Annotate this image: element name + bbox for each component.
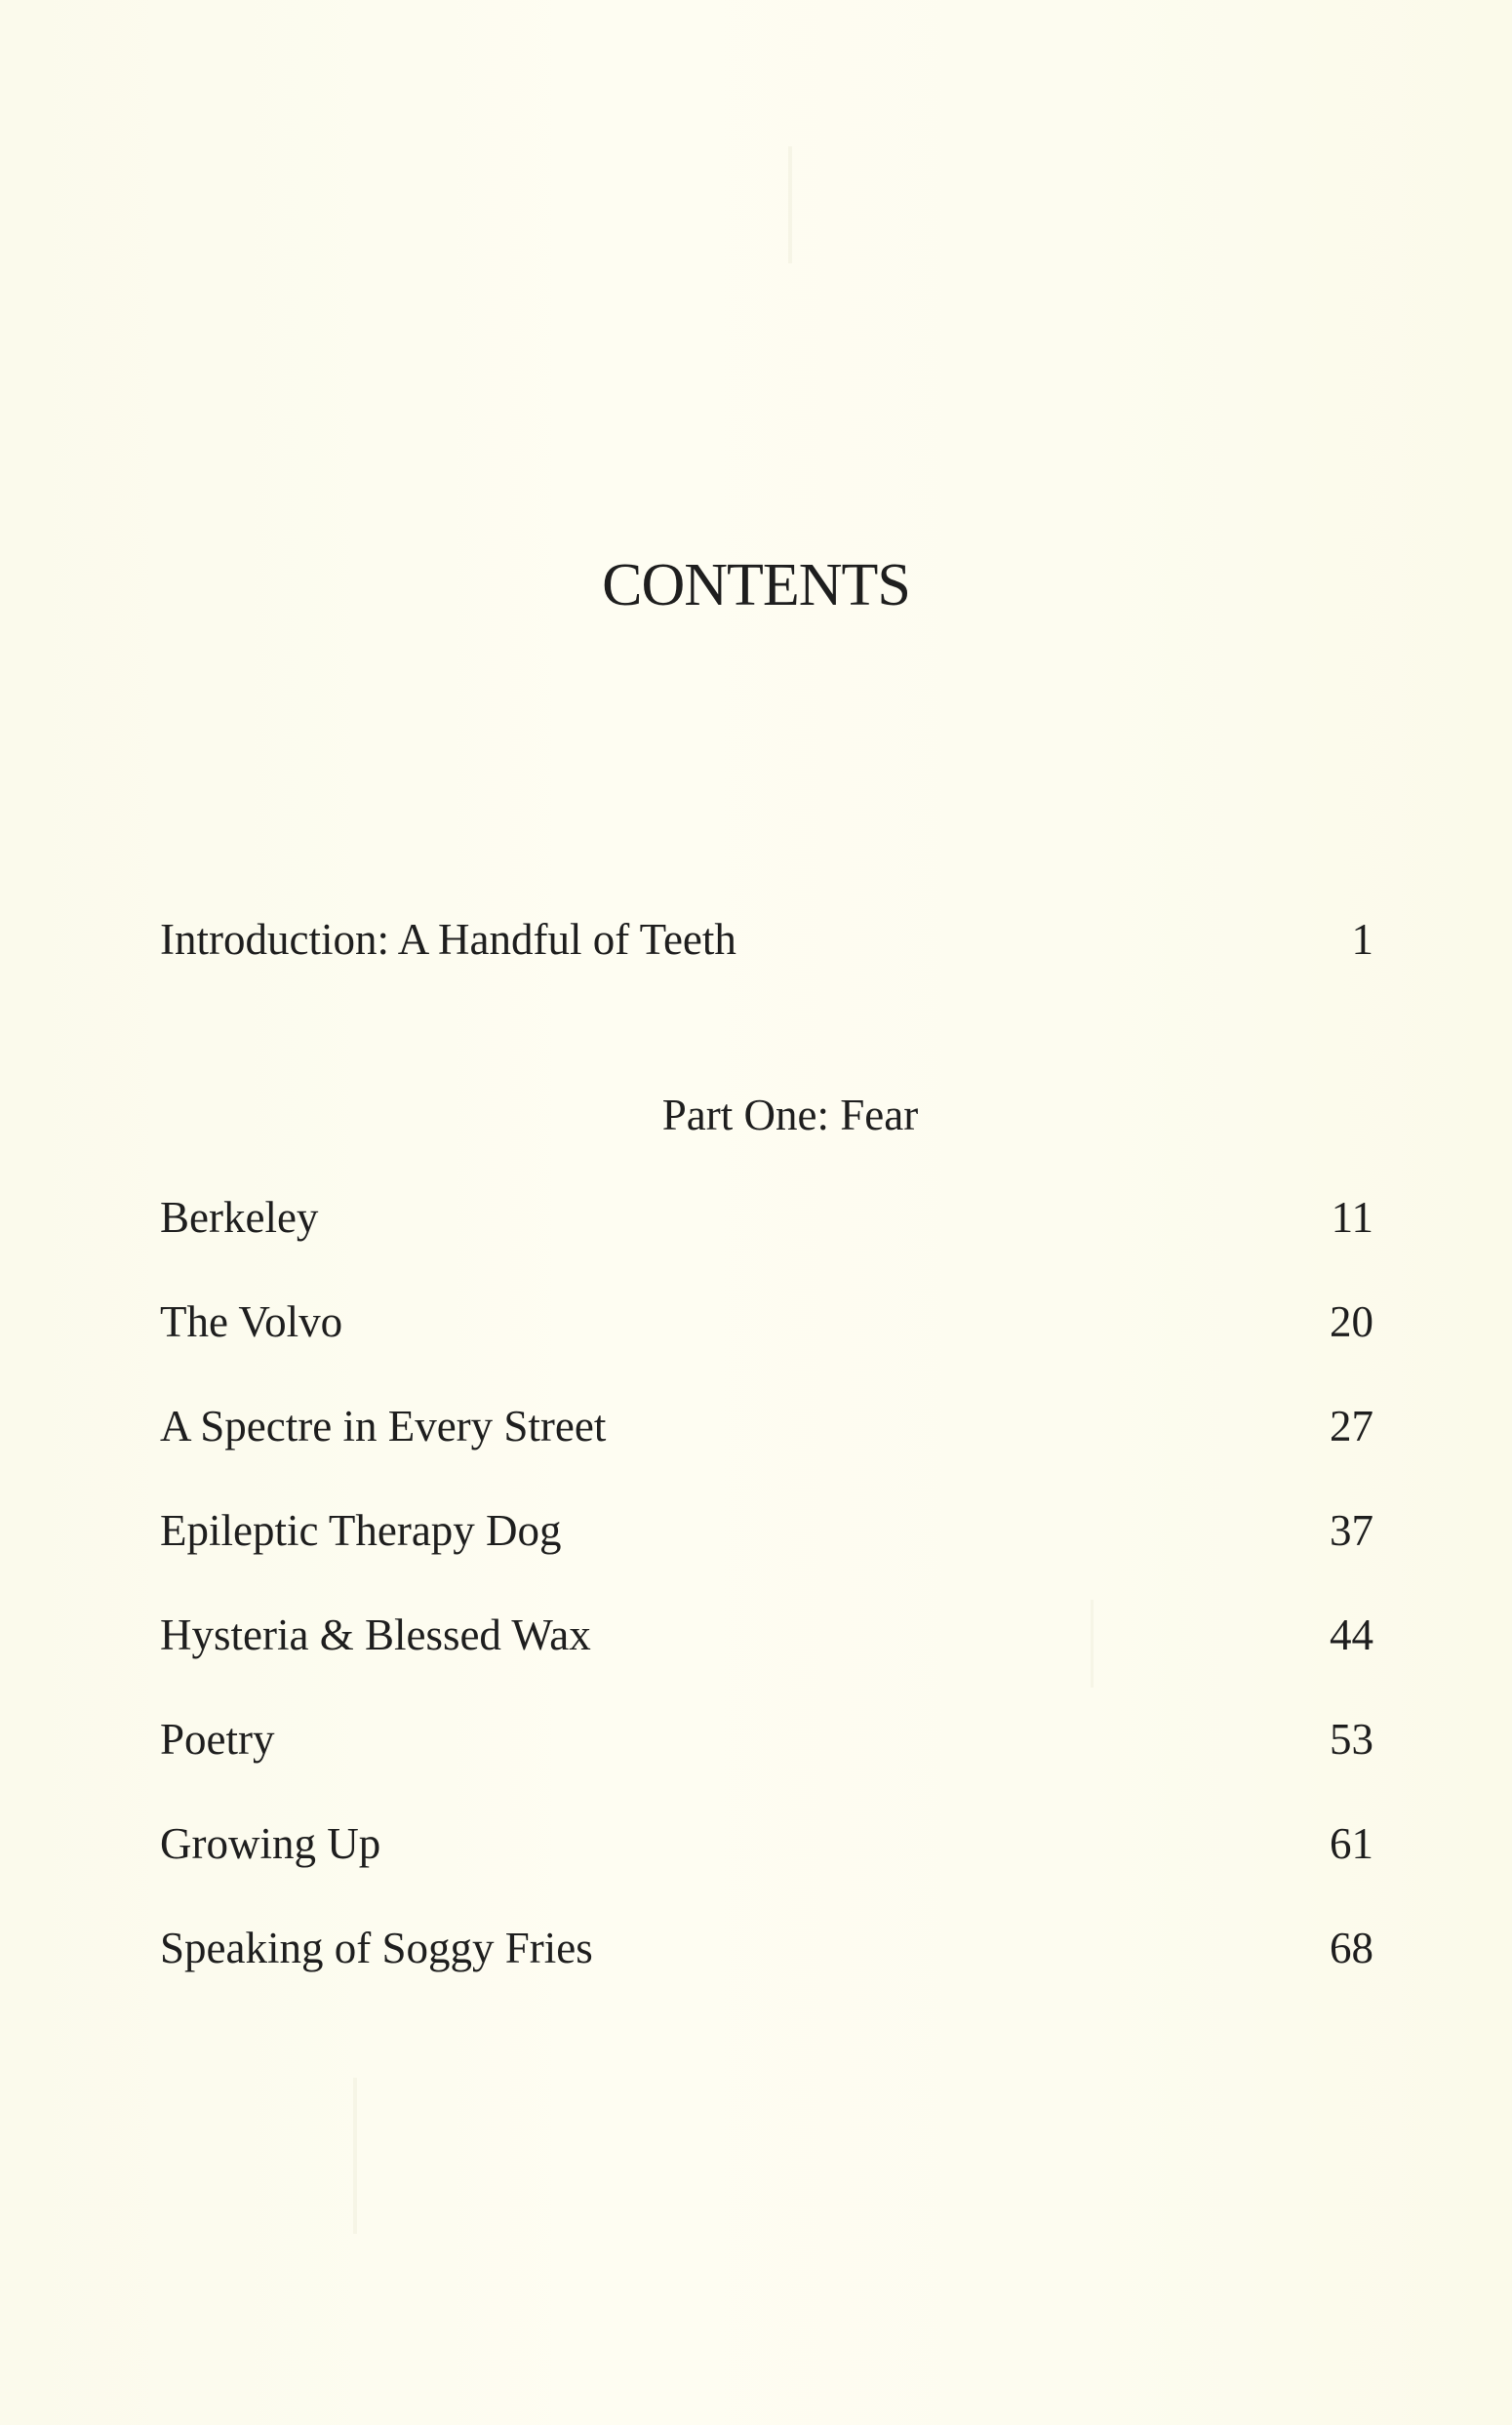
part-one-heading: Part One: Fear	[661, 1091, 919, 1139]
toc-entry-title: The Volvo	[160, 1297, 343, 1346]
toc-entry-page: 1	[1351, 915, 1373, 964]
contents-heading: CONTENTS	[602, 552, 910, 618]
toc-entry-page: 37	[1330, 1506, 1373, 1555]
toc-entry[interactable]	[160, 1288, 1373, 1356]
toc-entry-introduction[interactable]	[160, 905, 1373, 974]
toc-entry[interactable]	[160, 1914, 1373, 1982]
toc-entry-page: 44	[1330, 1610, 1373, 1659]
toc-entry[interactable]	[160, 1183, 1373, 1252]
toc-entry-title: Epileptic Therapy Dog	[160, 1506, 562, 1555]
toc-entry-page: 61	[1330, 1819, 1373, 1868]
toc-entry[interactable]	[160, 1809, 1373, 1878]
toc-entry-title: Poetry	[160, 1715, 275, 1764]
toc-entry[interactable]	[160, 1392, 1373, 1460]
toc-entry[interactable]	[160, 1705, 1373, 1773]
toc-entry-title: Hysteria & Blessed Wax	[160, 1610, 591, 1659]
toc-entry-page: 20	[1330, 1297, 1373, 1346]
toc-entry-title: Berkeley	[160, 1193, 319, 1242]
toc-entry-page: 53	[1330, 1715, 1373, 1764]
paper-streak	[788, 146, 792, 263]
toc-entry[interactable]	[160, 1601, 1373, 1669]
toc-entry-page: 11	[1331, 1193, 1373, 1242]
toc-entry-page: 68	[1330, 1924, 1373, 1972]
toc-entry-title: A Spectre in Every Street	[160, 1402, 607, 1451]
toc-entry-title: Growing Up	[160, 1819, 381, 1868]
toc-entry-page: 27	[1330, 1402, 1373, 1451]
toc-entry[interactable]	[160, 1496, 1373, 1565]
toc-entry-title: Speaking of Soggy Fries	[160, 1924, 593, 1972]
toc-entry-title: Introduction: A Handful of Teeth	[160, 915, 736, 964]
paper-streak	[353, 2078, 357, 2234]
